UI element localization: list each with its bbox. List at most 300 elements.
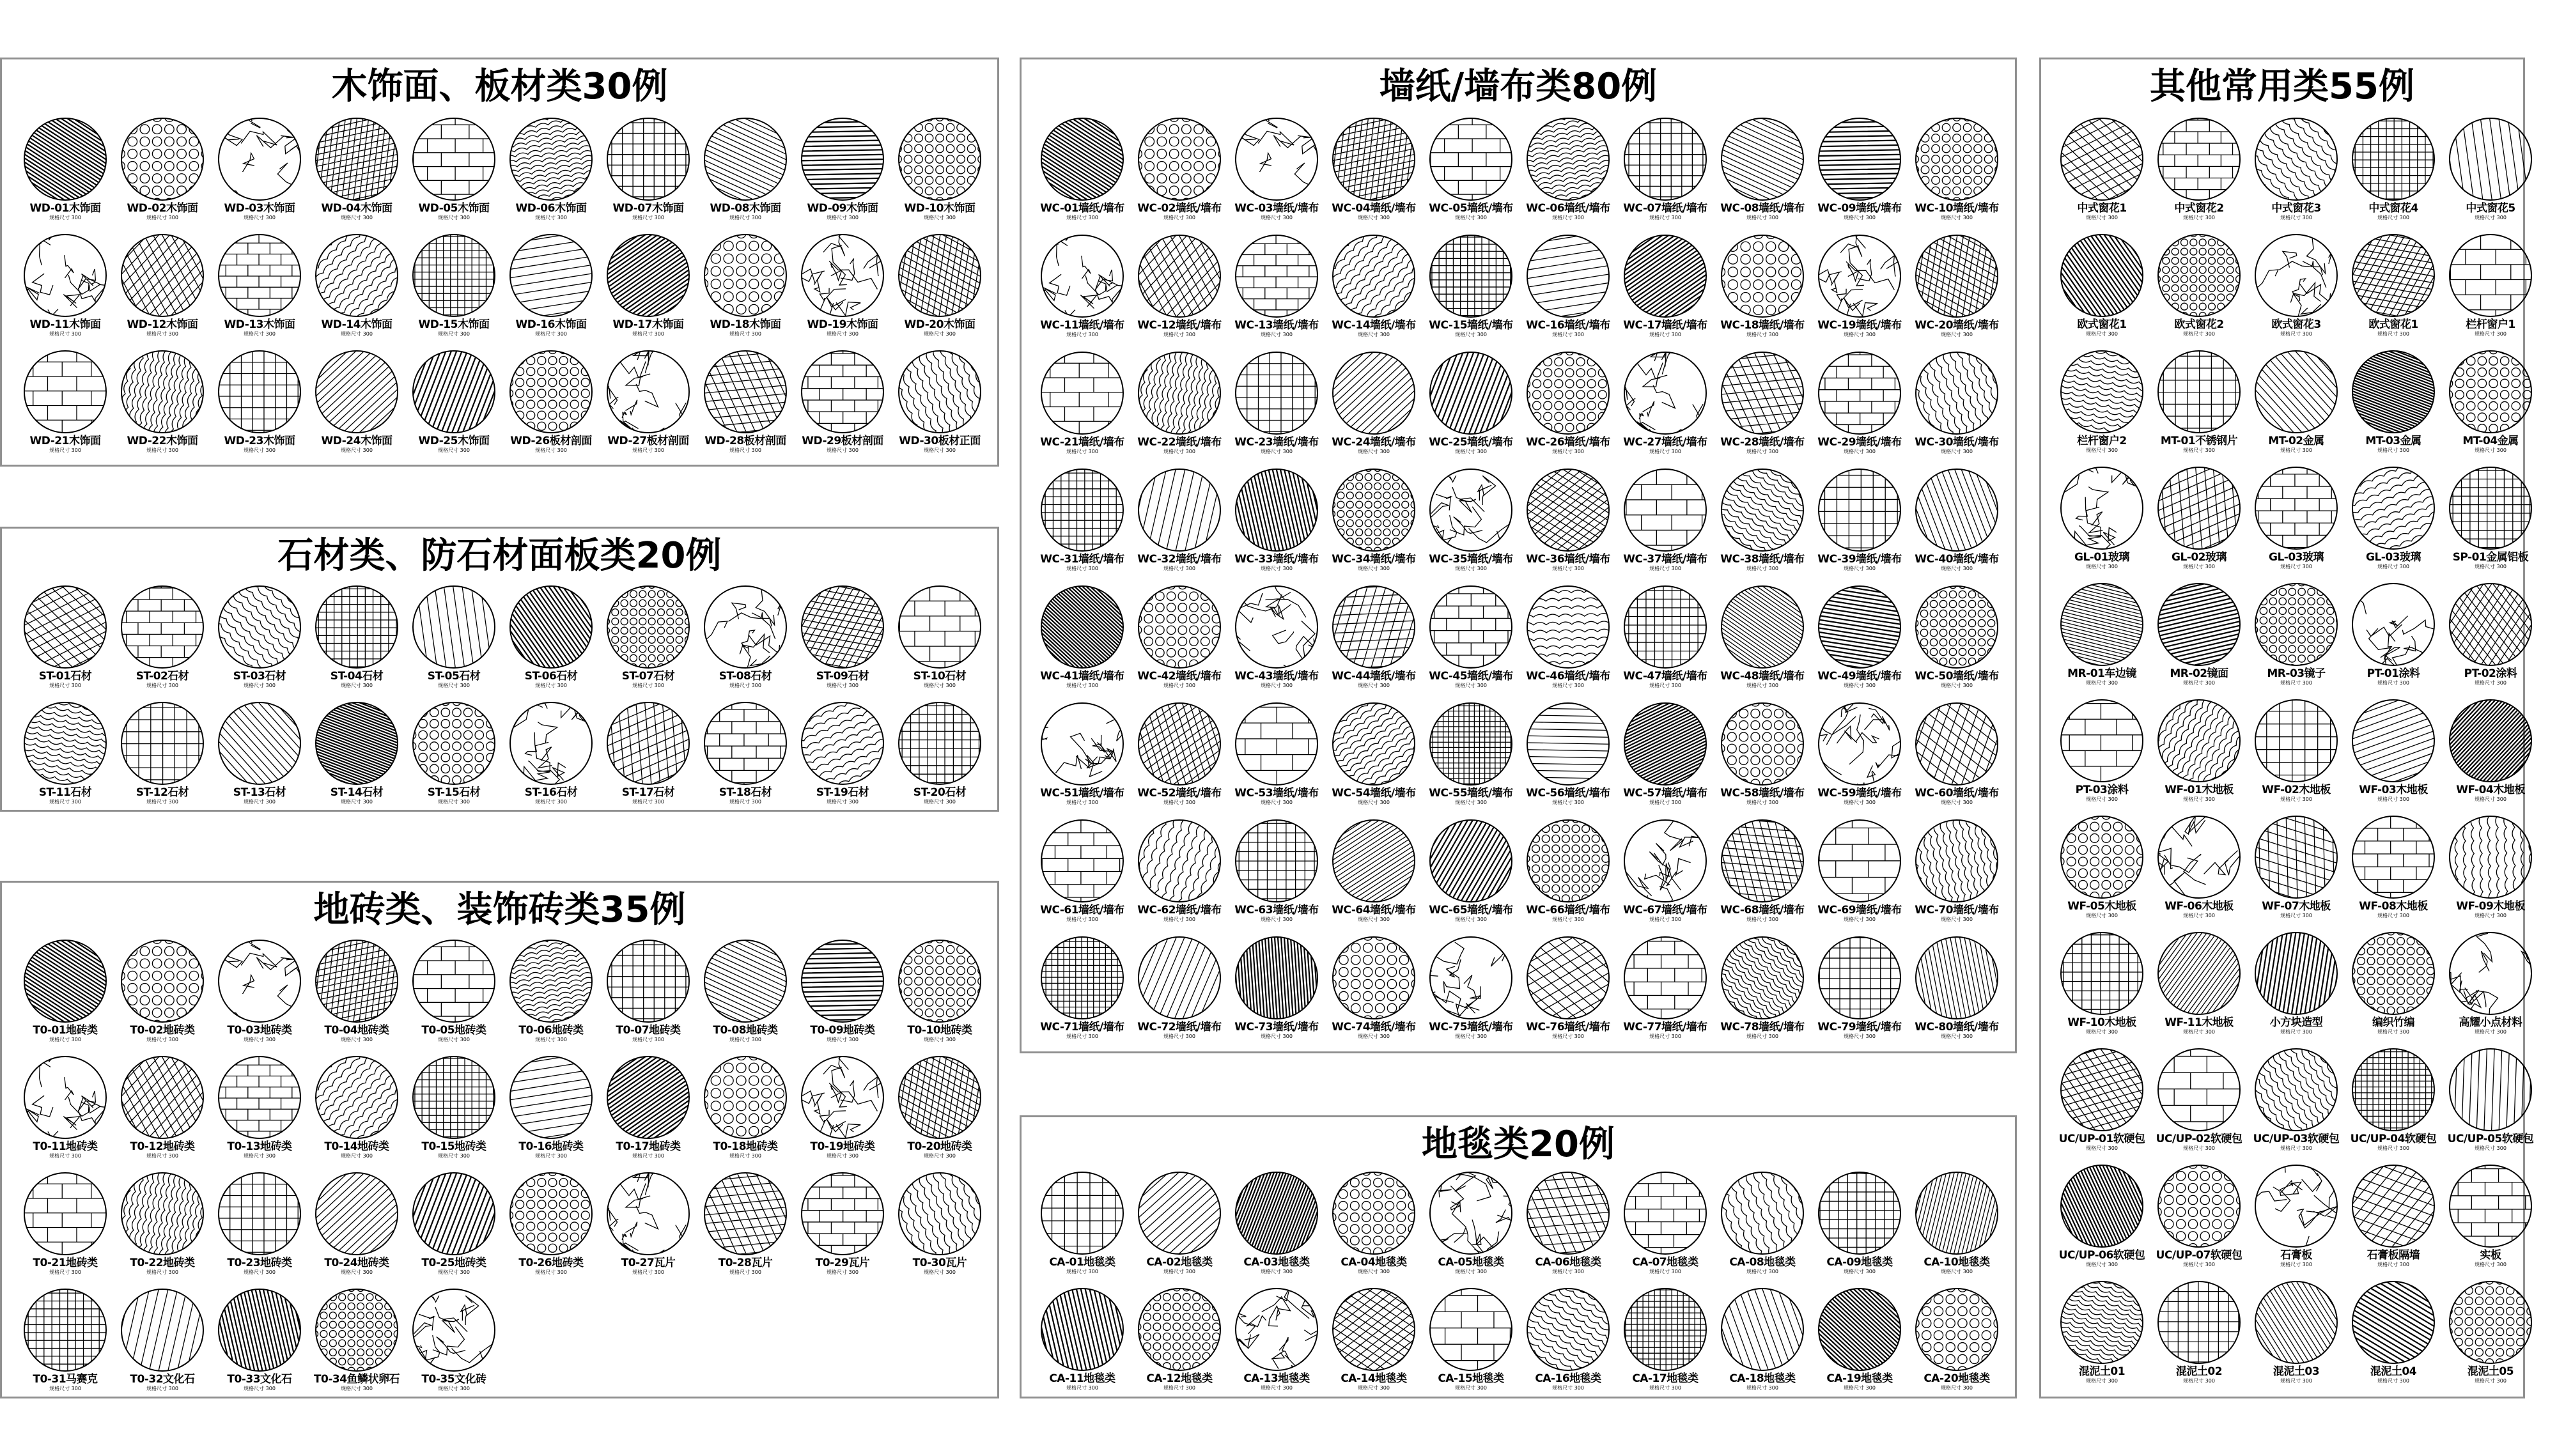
material-swatch — [2250, 931, 2343, 1045]
swatch-spec-label: 规格尺寸 300 — [827, 1037, 859, 1042]
swatch-spec-label: 规格尺寸 300 — [438, 1386, 470, 1391]
material-swatch — [407, 701, 501, 815]
material-swatch-icon — [800, 1055, 885, 1140]
material-swatch-icon — [2060, 117, 2144, 201]
swatch-code-label: WD-25木饰面 — [418, 435, 490, 447]
material-swatch-icon — [1040, 234, 1124, 318]
swatch-code-label: PT-02涂料 — [2464, 667, 2517, 680]
material-swatch — [2055, 931, 2149, 1045]
swatch-code-label: WC-58墙纸/墙布 — [1720, 787, 1805, 800]
swatch-spec-label: 规格尺寸 300 — [2183, 215, 2215, 221]
material-swatch — [2347, 582, 2440, 696]
material-swatch — [1521, 585, 1615, 699]
swatch-spec-label: 规格尺寸 300 — [1746, 800, 1778, 805]
swatch-code-label: WF-09木地板 — [2456, 900, 2525, 913]
material-swatch — [2250, 350, 2343, 463]
material-swatch-icon — [2157, 931, 2241, 1016]
swatch-code-label: 中式窗花4 — [2368, 202, 2418, 215]
material-swatch — [1619, 351, 1712, 465]
material-swatch-icon — [1817, 351, 1902, 435]
material-swatch-icon — [1817, 936, 1902, 1020]
material-swatch-icon — [1137, 585, 1222, 669]
swatch-code-label: WF-02木地板 — [2262, 784, 2331, 796]
swatch-spec-label: 规格尺寸 300 — [1649, 917, 1681, 922]
material-swatch — [116, 1288, 209, 1402]
material-swatch-icon — [1623, 936, 1707, 1020]
swatch-code-label: MR-02镜面 — [2170, 667, 2228, 680]
material-swatch-icon — [800, 350, 885, 434]
swatch-code-label: T0-30瓦片 — [912, 1257, 967, 1269]
material-swatch — [1036, 351, 1129, 465]
material-swatch — [1327, 702, 1420, 816]
material-swatch — [602, 233, 695, 347]
swatch-spec-label: 规格尺寸 300 — [1552, 800, 1584, 805]
material-swatch — [310, 233, 403, 347]
material-swatch — [2347, 350, 2440, 463]
material-swatch — [699, 233, 792, 347]
material-swatch-icon — [1817, 1171, 1902, 1255]
material-swatch — [1619, 468, 1712, 582]
material-swatch — [1036, 585, 1129, 699]
swatch-spec-label: 规格尺寸 300 — [2377, 447, 2409, 453]
swatch-spec-label: 规格尺寸 300 — [2475, 1029, 2506, 1035]
material-swatch — [796, 233, 889, 347]
swatch-spec-label: 规格尺寸 300 — [535, 215, 567, 221]
swatch-code-label: ST-03石材 — [233, 670, 286, 683]
material-swatch-icon — [1332, 468, 1416, 552]
material-swatch-icon — [2448, 931, 2533, 1016]
material-swatch-icon — [217, 1288, 302, 1372]
swatch-code-label: WD-28板材剖面 — [704, 435, 786, 447]
material-swatch — [504, 350, 598, 463]
swatch-code-label: WC-30墙纸/墙布 — [1915, 436, 1999, 449]
swatch-code-label: WC-59墙纸/墙布 — [1817, 787, 1902, 800]
swatch-spec-label: 规格尺寸 300 — [244, 683, 276, 688]
swatch-code-label: WC-71墙纸/墙布 — [1040, 1021, 1124, 1034]
material-swatch-icon — [2060, 815, 2144, 899]
material-swatch-icon — [2157, 350, 2241, 434]
swatch-code-label: ST-01石材 — [38, 670, 92, 683]
material-swatch — [2055, 582, 2149, 696]
material-swatch — [2444, 815, 2537, 929]
material-swatch — [2055, 815, 2149, 929]
material-swatch — [407, 1055, 501, 1169]
material-swatch — [116, 350, 209, 463]
material-swatch-icon — [412, 939, 496, 1023]
material-swatch — [19, 1055, 112, 1169]
material-swatch-icon — [1623, 1171, 1707, 1255]
material-swatch — [504, 701, 598, 815]
swatch-code-label: WC-11墙纸/墙布 — [1040, 319, 1124, 332]
material-swatch — [2152, 1164, 2246, 1278]
material-swatch — [1133, 585, 1226, 699]
material-swatch — [2250, 699, 2343, 812]
swatch-code-label: WC-17墙纸/墙布 — [1623, 319, 1707, 332]
swatch-code-label: SP-01金属铝板 — [2452, 551, 2529, 564]
material-swatch — [2152, 466, 2246, 580]
material-swatch-icon — [23, 233, 107, 318]
swatch-code-label: T0-19地砖类 — [810, 1140, 875, 1153]
swatch-spec-label: 规格尺寸 300 — [2280, 331, 2312, 337]
material-swatch — [1036, 117, 1129, 231]
material-swatch — [796, 939, 889, 1053]
material-swatch — [1133, 234, 1226, 348]
swatch-spec-label: 规格尺寸 300 — [244, 215, 276, 221]
panel-wall — [1020, 58, 2017, 1053]
swatch-code-label: MR-01车边镜 — [2067, 667, 2136, 680]
swatch-spec-label: 规格尺寸 300 — [1455, 566, 1487, 571]
swatch-code-label: ST-07石材 — [621, 670, 675, 683]
swatch-spec-label: 规格尺寸 300 — [924, 1153, 956, 1159]
swatch-code-label: 中式窗花2 — [2174, 202, 2224, 215]
swatch-code-label: ST-18石材 — [719, 786, 772, 799]
material-swatch-icon — [2254, 466, 2338, 550]
swatch-code-label: T0-15地砖类 — [421, 1140, 486, 1153]
swatch-code-label: 混泥土05 — [2467, 1365, 2514, 1378]
swatch-spec-label: 规格尺寸 300 — [1649, 566, 1681, 571]
swatch-spec-label: 规格尺寸 300 — [146, 447, 178, 453]
material-swatch — [1424, 117, 1518, 231]
material-swatch — [116, 585, 209, 699]
swatch-spec-label: 规格尺寸 300 — [146, 331, 178, 337]
material-swatch — [2055, 233, 2149, 347]
swatch-spec-label: 规格尺寸 300 — [438, 683, 470, 688]
material-swatch-icon — [1623, 702, 1707, 786]
material-swatch — [2347, 466, 2440, 580]
material-swatch-icon — [1720, 936, 1805, 1020]
material-swatch-icon — [23, 1055, 107, 1140]
swatch-code-label: CA-08地毯类 — [1729, 1256, 1796, 1269]
material-swatch-icon — [2157, 699, 2241, 783]
swatch-spec-label: 规格尺寸 300 — [438, 1153, 470, 1159]
swatch-spec-label: 规格尺寸 300 — [1649, 332, 1681, 337]
material-swatch-icon — [2351, 1048, 2436, 1132]
material-swatch — [1133, 702, 1226, 816]
swatch-spec-label: 规格尺寸 300 — [1261, 1034, 1293, 1039]
material-swatch — [699, 1172, 792, 1285]
material-swatch-icon — [1040, 936, 1124, 1020]
swatch-code-label: WD-26板材剖面 — [510, 435, 592, 447]
swatch-spec-label: 规格尺寸 300 — [1066, 917, 1098, 922]
swatch-code-label: WD-07木饰面 — [612, 202, 684, 215]
material-swatch — [1133, 1171, 1226, 1285]
material-swatch-icon — [1623, 585, 1707, 669]
swatch-code-label: T0-11地砖类 — [33, 1140, 98, 1153]
swatch-spec-label: 规格尺寸 300 — [2183, 564, 2215, 569]
swatch-code-label: WC-49墙纸/墙布 — [1817, 670, 1902, 683]
swatch-spec-label: 规格尺寸 300 — [1649, 1385, 1681, 1391]
material-swatch — [2444, 931, 2537, 1045]
material-swatch-icon — [412, 1055, 496, 1140]
swatch-code-label: WD-01木饰面 — [29, 202, 101, 215]
swatch-code-label: T0-21地砖类 — [33, 1257, 98, 1269]
material-swatch — [213, 117, 306, 231]
swatch-spec-label: 规格尺寸 300 — [1941, 1385, 1973, 1391]
swatch-code-label: T0-17地砖类 — [616, 1140, 681, 1153]
swatch-code-label: WD-15木饰面 — [418, 318, 490, 331]
swatch-code-label: CA-05地毯类 — [1438, 1256, 1504, 1269]
swatch-code-label: WD-20木饰面 — [904, 318, 975, 331]
material-swatch — [2055, 1048, 2149, 1161]
material-swatch-icon — [2351, 582, 2436, 667]
swatch-spec-label: 规格尺寸 300 — [2377, 564, 2409, 569]
material-swatch-icon — [412, 233, 496, 318]
swatch-code-label: 中式窗花1 — [2077, 202, 2127, 215]
swatch-spec-label: 规格尺寸 300 — [729, 1269, 761, 1275]
material-swatch-icon — [2254, 1164, 2338, 1248]
material-swatch — [1910, 819, 2003, 933]
swatch-code-label: WC-35墙纸/墙布 — [1429, 553, 1513, 566]
material-swatch — [407, 233, 501, 347]
material-swatch — [2152, 931, 2246, 1045]
swatch-spec-label: 规格尺寸 300 — [535, 1037, 567, 1042]
swatch-spec-label: 规格尺寸 300 — [2377, 1029, 2409, 1035]
material-swatch-icon — [509, 701, 593, 786]
swatch-spec-label: 规格尺寸 300 — [632, 683, 664, 688]
material-swatch-icon — [1429, 702, 1513, 786]
material-swatch-icon — [217, 939, 302, 1023]
swatch-code-label: 实板 — [2480, 1249, 2501, 1262]
material-swatch — [1133, 1287, 1226, 1401]
material-swatch — [699, 117, 792, 231]
swatch-spec-label: 规格尺寸 300 — [1844, 215, 1876, 221]
material-swatch — [2444, 582, 2537, 696]
swatch-code-label: WC-45墙纸/墙布 — [1429, 670, 1513, 683]
swatch-spec-label: 规格尺寸 300 — [1261, 800, 1293, 805]
material-swatch-icon — [2060, 466, 2144, 550]
material-swatch-icon — [606, 939, 690, 1023]
swatch-spec-label: 规格尺寸 300 — [1261, 1269, 1293, 1274]
material-swatch — [2347, 233, 2440, 347]
swatch-spec-label: 规格尺寸 300 — [1066, 215, 1098, 221]
material-swatch-icon — [1915, 468, 1999, 552]
swatch-code-label: T0-13地砖类 — [227, 1140, 292, 1153]
material-swatch-icon — [2060, 350, 2144, 434]
swatch-spec-label: 规格尺寸 300 — [1552, 566, 1584, 571]
material-swatch — [1036, 468, 1129, 582]
material-swatch-icon — [800, 701, 885, 786]
swatch-spec-label: 规格尺寸 300 — [924, 215, 956, 221]
swatch-spec-label: 规格尺寸 300 — [244, 447, 276, 453]
swatch-code-label: ST-15石材 — [427, 786, 481, 799]
material-swatch-icon — [2351, 350, 2436, 434]
swatch-spec-label: 规格尺寸 300 — [1455, 1385, 1487, 1391]
swatch-code-label: WC-22墙纸/墙布 — [1137, 436, 1222, 449]
material-swatch-icon — [606, 701, 690, 786]
material-swatch — [699, 1055, 792, 1169]
material-swatch-icon — [2060, 931, 2144, 1016]
swatch-code-label: UC/UP-02软硬包 — [2156, 1133, 2242, 1145]
material-swatch — [2055, 117, 2149, 231]
material-swatch-icon — [1526, 585, 1610, 669]
material-swatch-icon — [703, 350, 788, 434]
swatch-spec-label: 规格尺寸 300 — [2377, 215, 2409, 221]
swatch-spec-label: 规格尺寸 300 — [244, 1269, 276, 1275]
swatch-code-label: WC-72墙纸/墙布 — [1137, 1021, 1222, 1034]
swatch-spec-label: 规格尺寸 300 — [1649, 683, 1681, 688]
swatch-spec-label: 规格尺寸 300 — [2475, 1145, 2506, 1151]
swatch-code-label: ST-02石材 — [136, 670, 189, 683]
swatch-spec-label: 规格尺寸 300 — [146, 799, 178, 805]
material-swatch — [1327, 117, 1420, 231]
swatch-spec-label: 规格尺寸 300 — [2377, 796, 2409, 802]
material-swatch — [1230, 468, 1323, 582]
swatch-spec-label: 规格尺寸 300 — [2280, 215, 2312, 221]
material-swatch — [1327, 585, 1420, 699]
swatch-spec-label: 规格尺寸 300 — [438, 1037, 470, 1042]
swatch-spec-label: 规格尺寸 300 — [729, 1153, 761, 1159]
panel-title-carpet: 地毯类20例 — [1422, 1124, 1615, 1165]
swatch-spec-label: 规格尺寸 300 — [1455, 1269, 1487, 1274]
material-swatch — [1424, 1171, 1518, 1285]
material-swatch — [602, 701, 695, 815]
material-swatch-icon — [315, 117, 399, 201]
material-swatch — [796, 117, 889, 231]
swatch-spec-label: 规格尺寸 300 — [1163, 332, 1195, 337]
material-swatch-icon — [2351, 815, 2436, 899]
swatch-code-label: ST-13石材 — [233, 786, 286, 799]
swatch-code-label: WC-54墙纸/墙布 — [1332, 787, 1416, 800]
swatch-code-label: WD-17木饰面 — [612, 318, 684, 331]
material-swatch-icon — [1526, 117, 1610, 201]
swatch-spec-label: 规格尺寸 300 — [1261, 1385, 1293, 1391]
swatch-spec-label: 规格尺寸 300 — [1746, 449, 1778, 454]
material-swatch-icon — [2351, 233, 2436, 318]
material-swatch — [310, 1172, 403, 1285]
material-swatch-icon — [1040, 1287, 1124, 1372]
material-swatch-icon — [120, 1172, 205, 1256]
swatch-code-label: WC-57墙纸/墙布 — [1623, 787, 1707, 800]
material-swatch — [602, 1172, 695, 1285]
swatch-code-label: WC-04墙纸/墙布 — [1332, 202, 1416, 215]
material-swatch-icon — [2351, 931, 2436, 1016]
material-swatch — [1424, 585, 1518, 699]
material-swatch-icon — [2157, 815, 2241, 899]
material-swatch-icon — [1429, 936, 1513, 1020]
swatch-code-label: WC-12墙纸/墙布 — [1137, 319, 1222, 332]
swatch-code-label: T0-25地砖类 — [421, 1257, 486, 1269]
material-swatch-icon — [1526, 1171, 1610, 1255]
swatch-spec-label: 规格尺寸 300 — [146, 1269, 178, 1275]
swatch-spec-label: 规格尺寸 300 — [1358, 566, 1390, 571]
swatch-code-label: WC-63墙纸/墙布 — [1234, 904, 1319, 917]
material-swatch-icon — [23, 350, 107, 434]
swatch-spec-label: 规格尺寸 300 — [2183, 796, 2215, 802]
material-swatch — [1716, 234, 1809, 348]
swatch-code-label: WD-03木饰面 — [224, 202, 295, 215]
swatch-code-label: CA-18地毯类 — [1729, 1372, 1796, 1385]
material-swatch-icon — [1040, 702, 1124, 786]
material-swatch-icon — [2254, 699, 2338, 783]
swatch-spec-label: 规格尺寸 300 — [2183, 1262, 2215, 1267]
material-swatch-icon — [606, 233, 690, 318]
swatch-spec-label: 规格尺寸 300 — [1941, 566, 1973, 571]
swatch-spec-label: 规格尺寸 300 — [827, 1153, 859, 1159]
swatch-code-label: CA-07地毯类 — [1632, 1256, 1698, 1269]
material-swatch — [213, 1172, 306, 1285]
swatch-spec-label: 规格尺寸 300 — [341, 1153, 373, 1159]
swatch-spec-label: 规格尺寸 300 — [1844, 1385, 1876, 1391]
material-swatch — [602, 939, 695, 1053]
swatch-spec-label: 规格尺寸 300 — [1358, 683, 1390, 688]
material-swatch — [2347, 699, 2440, 812]
swatch-spec-label: 规格尺寸 300 — [729, 447, 761, 453]
swatch-code-label: CA-10地毯类 — [1924, 1256, 1990, 1269]
material-swatch-icon — [1915, 936, 1999, 1020]
material-swatch-icon — [1720, 1287, 1805, 1372]
swatch-spec-label: 规格尺寸 300 — [729, 683, 761, 688]
swatch-code-label: CA-17地毯类 — [1632, 1372, 1698, 1385]
material-swatch — [1036, 1287, 1129, 1401]
swatch-code-label: WC-05墙纸/墙布 — [1429, 202, 1513, 215]
material-swatch-icon — [1817, 1287, 1902, 1372]
material-swatch — [1813, 468, 1906, 582]
material-swatch — [1521, 117, 1615, 231]
swatch-spec-label: 规格尺寸 300 — [2475, 215, 2506, 221]
material-swatch — [2444, 1048, 2537, 1161]
material-swatch — [1910, 585, 2003, 699]
material-swatch-icon — [2157, 1048, 2241, 1132]
material-swatch — [1910, 702, 2003, 816]
material-swatch — [699, 350, 792, 463]
material-swatch-icon — [412, 1172, 496, 1256]
swatch-code-label: WC-62墙纸/墙布 — [1137, 904, 1222, 917]
swatch-code-label: UC/UP-07软硬包 — [2156, 1249, 2242, 1262]
material-swatch — [310, 1055, 403, 1169]
swatch-code-label: WC-42墙纸/墙布 — [1137, 670, 1222, 683]
material-swatch — [2152, 1048, 2246, 1161]
material-swatch — [213, 233, 306, 347]
swatch-spec-label: 规格尺寸 300 — [1066, 449, 1098, 454]
swatch-code-label: WF-04木地板 — [2456, 784, 2525, 796]
swatch-code-label: WC-09墙纸/墙布 — [1817, 202, 1902, 215]
swatch-code-label: WC-56墙纸/墙布 — [1526, 787, 1610, 800]
swatch-spec-label: 规格尺寸 300 — [438, 1269, 470, 1275]
swatch-spec-label: 规格尺寸 300 — [2183, 1029, 2215, 1035]
material-swatch — [2055, 466, 2149, 580]
swatch-spec-label: 规格尺寸 300 — [2377, 1378, 2409, 1384]
swatch-spec-label: 规格尺寸 300 — [1844, 332, 1876, 337]
material-swatch — [19, 117, 112, 231]
swatch-spec-label: 规格尺寸 300 — [2475, 680, 2506, 686]
swatch-spec-label: 规格尺寸 300 — [1358, 215, 1390, 221]
swatch-spec-label: 规格尺寸 300 — [2475, 796, 2506, 802]
panel-title-wood: 木饰面、板材类30例 — [331, 66, 668, 107]
material-swatch — [1619, 702, 1712, 816]
swatch-spec-label: 规格尺寸 300 — [2183, 1378, 2215, 1384]
material-swatch — [2250, 582, 2343, 696]
swatch-spec-label: 规格尺寸 300 — [1649, 800, 1681, 805]
swatch-spec-label: 规格尺寸 300 — [438, 331, 470, 337]
swatch-spec-label: 规格尺寸 300 — [535, 1269, 567, 1275]
material-swatch-icon — [23, 1172, 107, 1256]
swatch-spec-label: 规格尺寸 300 — [2280, 680, 2312, 686]
material-swatch — [116, 939, 209, 1053]
swatch-spec-label: 规格尺寸 300 — [632, 799, 664, 805]
material-swatch — [1327, 234, 1420, 348]
material-swatch — [1327, 351, 1420, 465]
swatch-code-label: WC-26墙纸/墙布 — [1526, 436, 1610, 449]
swatch-code-label: T0-22地砖类 — [130, 1257, 195, 1269]
material-swatch — [1424, 234, 1518, 348]
material-swatch — [1716, 936, 1809, 1049]
swatch-spec-label: 规格尺寸 300 — [1163, 215, 1195, 221]
material-swatch-icon — [1040, 819, 1124, 903]
swatch-code-label: WC-08墙纸/墙布 — [1720, 202, 1805, 215]
material-swatch — [407, 585, 501, 699]
material-swatch — [602, 585, 695, 699]
material-swatch — [2347, 1048, 2440, 1161]
